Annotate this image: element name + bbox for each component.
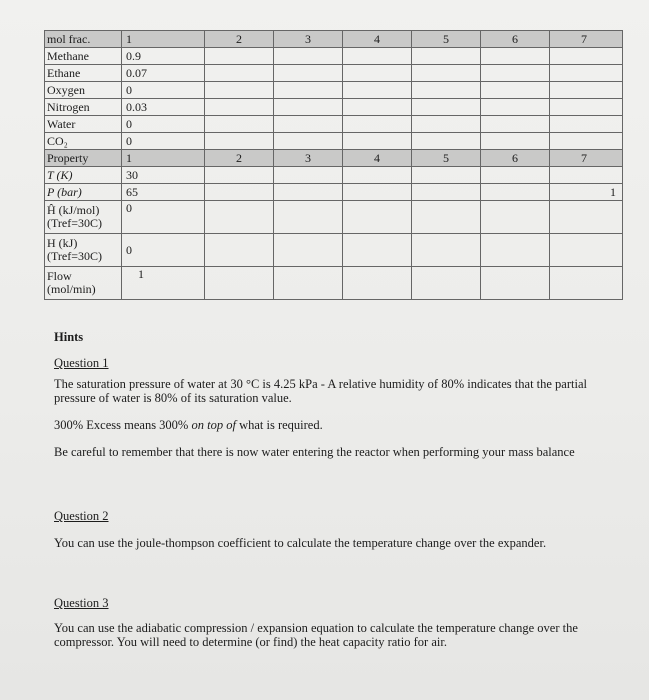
header-cell: 5 — [412, 31, 481, 48]
cell-value: 30 — [122, 167, 205, 184]
hint-text: 300% Excess means 300% — [54, 418, 192, 432]
cell-value: 0 — [122, 201, 205, 234]
table-row — [45, 267, 623, 300]
table-row — [45, 184, 623, 201]
table-row — [45, 234, 623, 267]
table-row — [45, 99, 623, 116]
header-cell: 5 — [412, 150, 481, 167]
header-cell: 6 — [481, 150, 550, 167]
header-cell: Property — [45, 150, 122, 167]
cell-value: 0.9 — [122, 48, 205, 65]
question-3-title: Question 3 — [54, 596, 109, 610]
table-row — [45, 65, 623, 82]
header-cell: 1 — [122, 31, 205, 48]
table-row — [45, 48, 623, 65]
property-label: H (kJ) (Tref=30C) — [45, 234, 122, 267]
question-1-hint-2 — [54, 418, 594, 432]
question-1-hint-1: The saturation pressure of water at 30 °C is 4.25 kPa - A relative humidity of 80% indicates that the partial pressure of water is 80% of its saturation value. — [54, 377, 587, 405]
header-cell: 7 — [550, 150, 623, 167]
header-cell: 3 — [274, 150, 343, 167]
header-cell: 4 — [343, 150, 412, 167]
property-label: Flow (mol/min) — [45, 267, 122, 300]
hint-text: what is required. — [235, 418, 323, 432]
cell-value: 0.03 — [122, 99, 205, 116]
cell-value: 0 — [122, 82, 205, 99]
table-row — [45, 116, 623, 133]
property-label: Ĥ (kJ/mol) (Tref=30C) — [45, 201, 122, 234]
cell-value — [550, 167, 623, 184]
question-1-hint-3: Be careful to remember that there is now water entering the reactor when performing your mass balance — [54, 445, 575, 459]
cell-value: 0 — [122, 133, 205, 150]
header-cell: 4 — [343, 31, 412, 48]
cell-value — [550, 201, 623, 234]
question-2-hint-1: You can use the joule-thompson coefficient to calculate the temperature change over the expander. — [54, 536, 547, 550]
cell-value: 1 — [550, 184, 623, 201]
property-header-row — [45, 150, 623, 167]
header-cell: 2 — [205, 150, 274, 167]
question-3-hint-1: You can use the adiabatic compression / expansion equation to calculate the temperature change over the compressor. You will need to determine (or find) the heat capacity ratio for air. — [54, 621, 578, 649]
header-cell: 3 — [274, 31, 343, 48]
hints-section — [54, 330, 594, 649]
question-1-title: Question 1 — [54, 356, 109, 370]
component-label: Methane — [45, 48, 122, 65]
composition-header-row — [45, 31, 623, 48]
hint-emphasis: on top of — [191, 418, 236, 432]
table-row — [45, 201, 623, 234]
property-label: P (bar) — [45, 184, 122, 201]
component-label: Oxygen — [45, 82, 122, 99]
table-row — [45, 167, 623, 184]
component-label: Ethane — [45, 65, 122, 82]
hints-title: Hints — [54, 330, 84, 344]
property-label: T (K) — [45, 167, 122, 184]
cell-value: 0 — [122, 116, 205, 133]
header-cell: 6 — [481, 31, 550, 48]
header-cell: mol frac. — [45, 31, 122, 48]
header-cell: 7 — [550, 31, 623, 48]
header-cell: 2 — [205, 31, 274, 48]
cell-value — [550, 267, 623, 300]
header-cell: 1 — [122, 150, 205, 167]
component-label: CO₂ — [45, 133, 122, 150]
component-label: Water — [45, 116, 122, 133]
component-label: Nitrogen — [45, 99, 122, 116]
cell-value: 0 — [122, 234, 205, 267]
question-2-title: Question 2 — [54, 509, 109, 523]
table-row — [45, 82, 623, 99]
cell-value: 65 — [122, 184, 205, 201]
cell-value — [550, 234, 623, 267]
cell-value: 1 — [122, 267, 205, 300]
table-row — [45, 133, 623, 150]
cell-value: 0.07 — [122, 65, 205, 82]
stream-table — [44, 30, 623, 300]
